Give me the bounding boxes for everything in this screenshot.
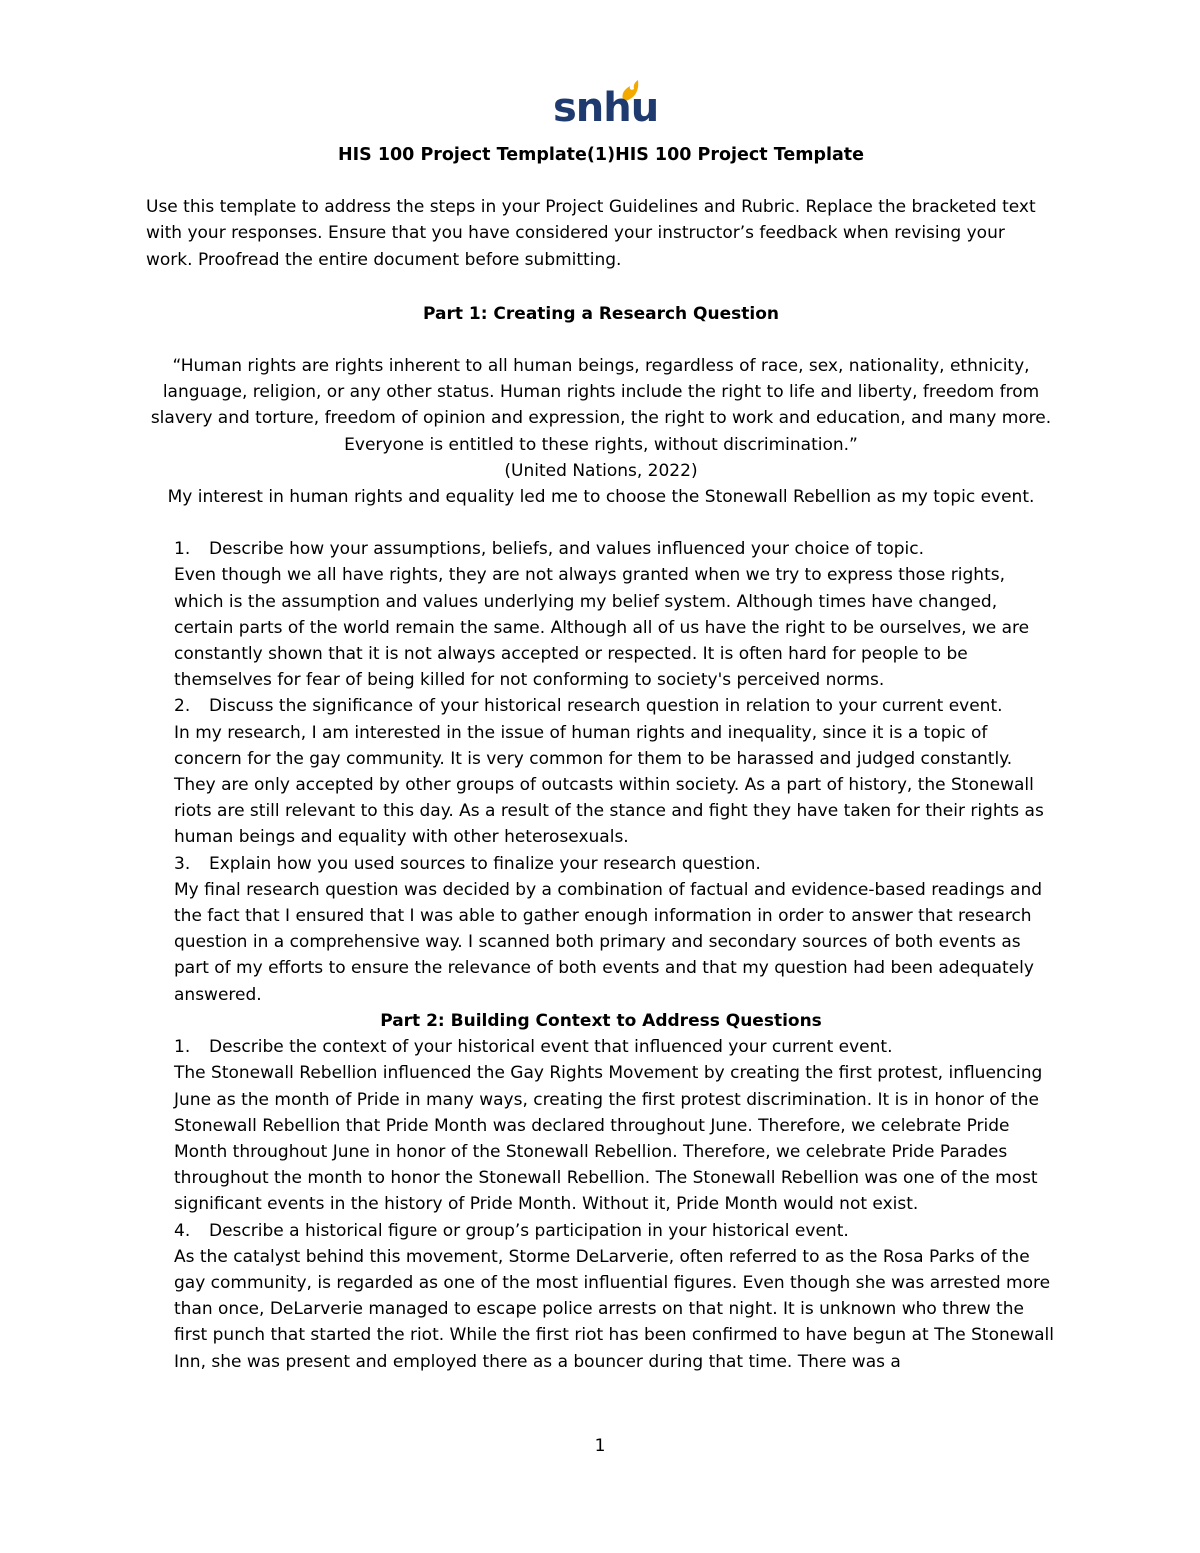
part2-answer-4: As the catalyst behind this movement, Storme DeLarverie, often referred to as the Rosa Parks of the gay community, is regarded as one of the most influential figures. Even though she was arrested more than once, DeLarverie managed to escape police arrests on that night. It is unknown who threw the first punch that started the riot. While the first riot has been confirmed to have begun at The Stonewall Inn, she was present and employed there as a bouncer during that time. There was a: [174, 1246, 1054, 1372]
part1-answer-1: Even though we all have rights, they are not always granted when we try to express those rights, which is the assumption and values underlying my belief system. Although times have changed, certain parts of the world remain the same. Although all of us have the right to be ourselves, we are constantly shown that it is not always accepted or respected. It is often hard for people to be themselves for fear of being killed for not conforming to society's perceived norms.: [174, 565, 1030, 691]
document-title: HIS 100 Project Template(1)HIS 100 Project Template: [337, 145, 865, 165]
question-number: 4.: [174, 1220, 191, 1241]
question-text: Describe a historical figure or group’s participation in your historical event.: [209, 1220, 849, 1241]
question-number: 2.: [174, 696, 191, 717]
snhu-logo: [553, 80, 659, 134]
question-text: Explain how you used sources to finalize your research question.: [209, 853, 761, 874]
part2-question-4: [146, 1218, 1056, 1244]
question-text: Describe how your assumptions, beliefs, and values influenced your choice of topic.: [209, 539, 925, 560]
question-number: 1.: [174, 539, 191, 560]
page-number: 1: [594, 1436, 606, 1456]
question-number: 1.: [174, 1037, 191, 1058]
document-body: [146, 142, 1056, 1375]
question-text: Describe the context of your historical event that influenced your current event.: [209, 1037, 893, 1058]
human-rights-quote: “Human rights are rights inherent to all human beings, regardless of race, sex, nationality, ethnicity, language, religion, or any other status. Human rights include the right to life and liberty, freedom from slavery and torture, freedom of opinion and expression, the right to work and education, and many more. Everyone is entitled to these rights, without discrimination.”: [150, 356, 1052, 455]
part1-answer-3: My final research question was decided by a combination of factual and evidence-based readings and the fact that I ensured that I was able to gather enough information in order to answer that research question in a comprehensive way. I scanned both primary and secondary sources of both events as part of my efforts to ensure the relevance of both events and that my question had been adequately answered.: [174, 879, 1043, 1005]
topic-interest-statement: My interest in human rights and equality led me to choose the Stonewall Rebellion as my topic event.: [167, 487, 1035, 508]
part2-heading: Part 2: Building Context to Address Questions: [380, 1010, 822, 1031]
part2-answer-1: The Stonewall Rebellion influenced the Gay Rights Movement by creating the first protest, influencing June as the month of Pride in many ways, creating the first protest discrimination. It is in honor of the Stonewall Rebellion that Pride Month was declared throughout June. Therefore, we celebrate Pride Month throughout June in honor of the Stonewall Rebellion. Therefore, we celebrate Pride Parades throughout the month to honor the Stonewall Rebellion. The Stonewall Rebellion was one of the most significant events in the history of Pride Month. Without it, Pride Month would not exist.: [174, 1063, 1043, 1215]
part1-heading: Part 1: Creating a Research Question: [422, 303, 779, 324]
spacer: [146, 510, 1056, 536]
logo-wordmark: snhu: [553, 85, 659, 131]
part1-question-3: [146, 851, 1056, 877]
part1-answer-2: In my research, I am interested in the issue of human rights and inequality, since it is a topic of concern for the gay community. It is very common for them to be harassed and judged constantly. They are only accepted by other groups of outcasts within society. As a part of history, the Stonewall riots are still relevant to this day. As a result of the stance and fight they have taken for their rights as human beings and equality with other heterosexuals.: [174, 722, 1044, 848]
quote-citation: (United Nations, 2022): [504, 460, 698, 481]
question-text: Discuss the significance of your historical research question in relation to your current event.: [209, 696, 1003, 717]
question-number: 3.: [174, 853, 191, 874]
part1-question-2: [146, 693, 1056, 719]
part2-question-1: [146, 1034, 1056, 1060]
intro-paragraph: Use this template to address the steps in your Project Guidelines and Rubric. Replace the bracketed text with your responses. Ensure that you have considered your instructor’s feedback when revising your work. Proofread the entire document before submitting.: [146, 197, 1036, 270]
part1-question-1: [146, 536, 1056, 562]
